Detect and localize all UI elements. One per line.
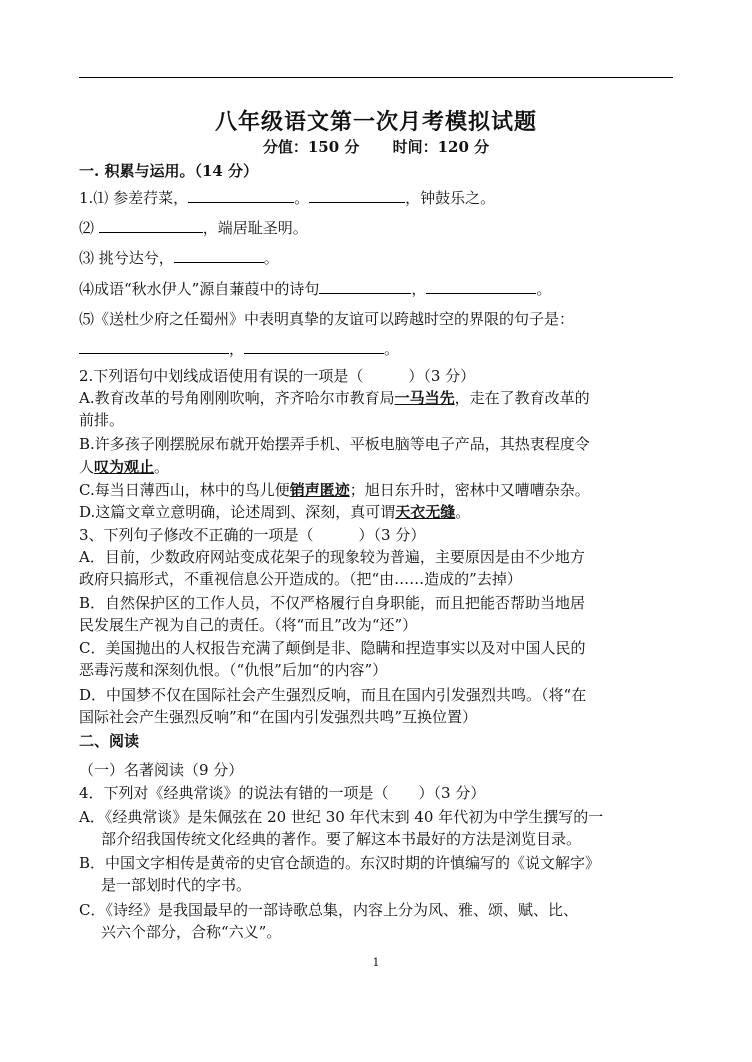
q1-l3-pre: ⑶ 挑兮达兮， <box>79 249 174 267</box>
q2-b-pre: 人 <box>79 458 95 476</box>
q3-stem: 3、下列句子修改不正确的一项是（ ）（3 分） <box>79 526 426 544</box>
answer-blank[interactable] <box>244 339 384 354</box>
section2-sub: （一）名著阅读（9 分） <box>79 761 244 779</box>
q1-l4-mid: ， <box>411 280 427 298</box>
q2-option-b: B.许多孩子刚摆脱尿布就开始摆弄手机、平板电脑等电子产品，其热衷程度令 <box>79 435 590 453</box>
q1-l1-post: ，钟鼓乐之。 <box>405 189 496 207</box>
q1-line2 <box>79 217 308 239</box>
q3-option-c: C．美国抛出的人权报告充满了颠倒是非、隐瞒和捏造事实以及对中国人民的 <box>79 639 586 657</box>
q3-option-d: D．中国梦不仅在国际社会产生强烈反响，而且在国内引发强烈共鸣。（将“在 <box>79 686 587 704</box>
q2-a-post: ，走在了教育改革的 <box>454 389 590 407</box>
q3-option-a: A．目前，少数政府网站变成花架子的现象较为普遍，主要原因是由不少地方 <box>79 548 585 566</box>
q2-d-pre: D.这篇文章立意明确，论述周到、深刻，真可谓 <box>79 503 396 521</box>
exam-title: 八年级语文第一次月考模拟试题 <box>214 109 537 135</box>
q1-line6 <box>79 338 399 360</box>
answer-blank[interactable] <box>174 248 264 263</box>
exam-meta <box>0 136 752 157</box>
q2-option-a <box>79 387 590 409</box>
q1-l4-pre: ⑷成语“秋水伊人”源自蒹葭中的诗句 <box>79 280 320 298</box>
underlined-idiom: 叹为观止 <box>94 458 155 476</box>
q4-option-a: A．《经典常谈》是朱佩弦在 20 世纪 30 年代末到 40 年代初为中学生撰写的一 <box>79 808 604 826</box>
q2-option-c <box>79 479 590 501</box>
q3-option-d-cont: 国际社会产生强烈反响”和“在国内引发强烈共鸣”互换位置） <box>79 708 478 726</box>
score-info: 分值：150 分 <box>262 138 360 156</box>
q1-line4 <box>79 278 551 300</box>
q4-option-c-cont: 兴六个部分，合称“六义”。 <box>101 923 282 941</box>
section1-heading: 一. 积累与运用。（14 分） <box>79 162 259 180</box>
time-info: 时间：120 分 <box>392 138 490 156</box>
section2-heading: 二、阅读 <box>79 732 140 750</box>
q2-c-pre: C.每当日薄西山，林中的鸟儿便 <box>79 481 290 499</box>
q2-a-pre: A.教育改革的号角刚刚吹响，齐齐哈尔市教育局 <box>79 389 395 407</box>
answer-blank[interactable] <box>426 279 536 294</box>
q1-line3 <box>79 247 279 269</box>
q1-l4-post: 。 <box>536 280 552 298</box>
answer-blank[interactable] <box>79 339 229 354</box>
answer-blank[interactable] <box>309 188 405 203</box>
q1-l1-pre: 1.⑴ 参差荇菜， <box>79 189 189 207</box>
q1-line1 <box>79 187 495 209</box>
q1-l6-post: 。 <box>384 340 400 358</box>
q1-l6-mid: ， <box>229 340 245 358</box>
q4-option-c: C．《诗经》是我国最早的一部诗歌总集，内容上分为风、雅、颂、赋、比、 <box>79 901 578 919</box>
q3-option-c-cont: 恶毒污蔑和深刻仇恨。（“仇恨”后加“的内容”） <box>79 661 388 679</box>
answer-blank[interactable] <box>188 188 294 203</box>
q2-b-post: 。 <box>154 458 170 476</box>
header-rule <box>79 77 673 78</box>
q4-option-a-cont: 部介绍我国传统文化经典的著作。要了解这本书最好的方法是浏览目录。 <box>101 830 582 848</box>
q2-d-post: 。 <box>455 503 471 521</box>
q3-option-b-cont: 民发展生产视为自己的责任。（将“而且”改为“还”） <box>79 616 418 634</box>
q4-stem: 4．下列对《经典常谈》的说法有错的一项是（ ）（3 分） <box>79 784 486 802</box>
q2-option-d <box>79 501 470 523</box>
q2-option-b-cont <box>79 456 169 478</box>
q3-option-a-cont: 政府只搞形式，不重视信息公开造成的。（把“由……造成的”去掉） <box>79 570 522 588</box>
q2-c-post: ；旭日东升时，密林中又嘈嘈杂杂。 <box>349 481 590 499</box>
q2-stem: 2.下列语句中划线成语使用有误的一项是（ ）（3 分） <box>79 367 476 385</box>
q2-option-a-cont: 前排。 <box>79 411 125 429</box>
q4-option-b-cont: 是一部划时代的字书。 <box>101 876 252 894</box>
answer-blank[interactable] <box>319 279 411 294</box>
underlined-idiom: 天衣无缝 <box>395 503 456 521</box>
q1-l1-mid: 。 <box>294 189 310 207</box>
q4-option-b: B．中国文字相传是黄帝的史官仓颉造的。东汉时期的许慎编写的《说文解字》 <box>79 854 601 872</box>
underlined-idiom: 销声匿迹 <box>289 481 350 499</box>
q1-l2-post: ，端居耻圣明。 <box>202 219 308 237</box>
underlined-idiom: 一马当先 <box>394 389 455 407</box>
q3-option-b: B．自然保护区的工作人员，不仅严格履行自身职能，而且把能否帮助当地居 <box>79 594 586 612</box>
answer-blank[interactable] <box>99 218 203 233</box>
q1-line5: ⑸《送杜少府之任蜀州》中表明真挚的友谊可以跨越时空的界限的句子是： <box>79 310 575 328</box>
q1-l2-pre: ⑵ <box>79 219 99 237</box>
page-number: 1 <box>372 956 380 969</box>
q1-l3-post: 。 <box>263 249 279 267</box>
